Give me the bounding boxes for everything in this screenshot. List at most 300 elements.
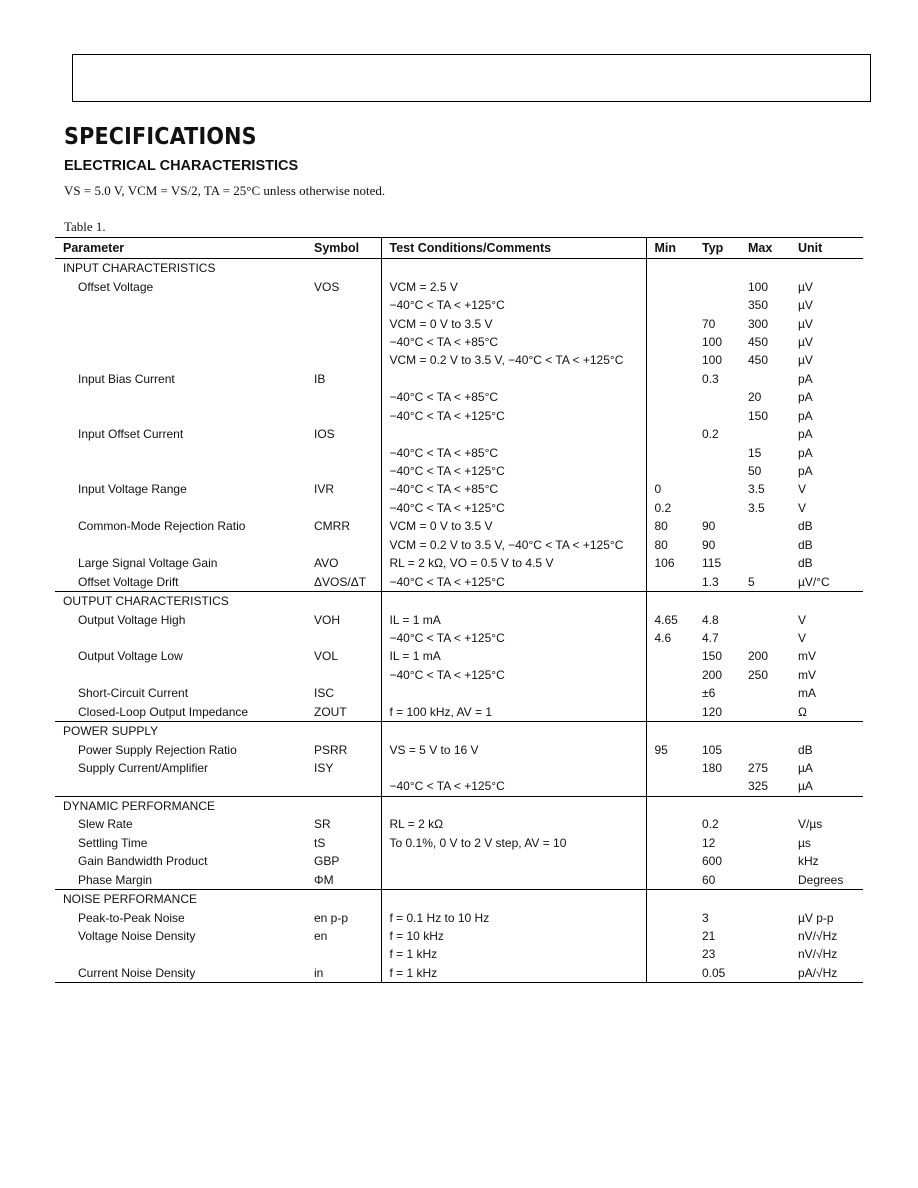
- cell-symbol: [306, 945, 381, 963]
- cell-min: [646, 964, 694, 983]
- cell-typ: [694, 591, 740, 610]
- cell-test-conditions: [381, 684, 646, 702]
- cell-test-conditions: [381, 870, 646, 889]
- col-header-max: Max: [740, 238, 790, 259]
- cell-max: [740, 740, 790, 758]
- cell-min: [646, 796, 694, 815]
- cell-typ: 23: [702, 947, 716, 962]
- table-row: [55, 554, 863, 572]
- cell-parameter: [55, 388, 306, 406]
- cell-min: 4.65: [646, 610, 694, 628]
- cell-unit: dB: [798, 537, 813, 552]
- col-header-parameter: Parameter: [55, 238, 306, 259]
- cell-symbol: [306, 889, 381, 908]
- cell-max: 50: [748, 464, 762, 479]
- cell-parameter: Supply Current/Amplifier: [78, 761, 209, 776]
- cell-test-conditions: −40°C < TA < +85°C: [381, 388, 646, 406]
- cell-unit: V: [798, 500, 807, 515]
- cell-parameter: [55, 443, 306, 461]
- cell-min: [646, 647, 694, 665]
- cell-max: [740, 629, 790, 647]
- cell-unit: µV: [798, 316, 813, 331]
- table-row: [55, 684, 863, 702]
- cell-max: [740, 721, 790, 740]
- cell-symbol: [306, 351, 381, 369]
- cell-min: [646, 351, 694, 369]
- table-row: [55, 370, 863, 388]
- cell-symbol: [306, 314, 381, 332]
- cell-test-conditions: VCM = 0 V to 3.5 V: [381, 517, 646, 535]
- cell-test-conditions: [381, 259, 646, 278]
- cell-max: [740, 870, 790, 889]
- table-section-row: [55, 721, 863, 740]
- cell-min: [646, 852, 694, 870]
- cell-test-conditions: IL = 1 mA: [381, 647, 646, 665]
- cell-min: [646, 889, 694, 908]
- cell-symbol: AVO: [314, 556, 339, 571]
- cell-max: [740, 536, 790, 554]
- cell-symbol: VOL: [314, 649, 339, 664]
- table-row: [55, 536, 863, 554]
- cell-test-conditions: f = 10 kHz: [381, 927, 646, 945]
- cell-typ: 100: [702, 334, 723, 349]
- cell-max: [740, 796, 790, 815]
- cell-parameter: Offset Voltage: [78, 279, 154, 294]
- cell-test-conditions: VCM = 0.2 V to 3.5 V, −40°C < TA < +125°C: [381, 351, 646, 369]
- cell-unit: µV: [798, 353, 813, 368]
- cell-typ: [694, 259, 740, 278]
- cell-symbol: [306, 591, 381, 610]
- cell-unit: [790, 259, 863, 278]
- cell-min: [646, 388, 694, 406]
- cell-symbol: IOS: [314, 427, 335, 442]
- cell-unit: µV: [798, 279, 813, 294]
- table-row: [55, 908, 863, 926]
- cell-parameter: Input Voltage Range: [78, 482, 187, 497]
- table-row: [55, 572, 863, 591]
- cell-parameter: [55, 666, 306, 684]
- cell-parameter: Voltage Noise Density: [78, 928, 196, 943]
- cell-parameter: [55, 629, 306, 647]
- table-row: [55, 499, 863, 517]
- cell-parameter: Gain Bandwidth Product: [78, 854, 208, 869]
- col-header-typ: Typ: [694, 238, 740, 259]
- header-box: [72, 54, 871, 102]
- cell-unit: µs: [798, 835, 811, 850]
- cell-symbol: en: [314, 928, 328, 943]
- table-row: [55, 703, 863, 722]
- cell-symbol: [306, 333, 381, 351]
- cell-parameter: Slew Rate: [78, 817, 133, 832]
- cell-min: [646, 721, 694, 740]
- cell-symbol: [306, 777, 381, 796]
- cell-min: [646, 370, 694, 388]
- cell-max: 150: [748, 408, 769, 423]
- cell-parameter: [55, 351, 306, 369]
- cell-symbol: [306, 499, 381, 517]
- cell-parameter: [55, 536, 306, 554]
- cell-min: [646, 425, 694, 443]
- cell-max: [740, 927, 790, 945]
- cell-min: [646, 314, 694, 332]
- cell-typ: 90: [702, 519, 716, 534]
- table-row: [55, 314, 863, 332]
- col-header-min: Min: [646, 238, 694, 259]
- cell-max: 300: [748, 316, 769, 331]
- cell-test-conditions: f = 100 kHz, AV = 1: [381, 703, 646, 722]
- cell-max: 450: [748, 353, 769, 368]
- table-row: [55, 443, 863, 461]
- cell-parameter: Input Offset Current: [78, 427, 184, 442]
- cell-unit: Ω: [798, 704, 807, 719]
- cell-test-conditions: f = 0.1 Hz to 10 Hz: [381, 908, 646, 926]
- table-section-row: [55, 259, 863, 278]
- table-row: [55, 927, 863, 945]
- cell-typ: 105: [702, 742, 723, 757]
- cell-min: 0.2: [646, 499, 694, 517]
- cell-parameter: [55, 407, 306, 425]
- cell-symbol: CMRR: [314, 519, 350, 534]
- cell-parameter: Settling Time: [78, 835, 148, 850]
- cell-unit: µV: [798, 334, 813, 349]
- cell-symbol: GBP: [314, 854, 340, 869]
- cell-max: 3.5: [748, 482, 765, 497]
- cell-max: 450: [748, 334, 769, 349]
- cell-parameter: [55, 777, 306, 796]
- table-row: [55, 462, 863, 480]
- cell-test-conditions: IL = 1 mA: [381, 610, 646, 628]
- cell-min: 80: [646, 536, 694, 554]
- cell-test-conditions: VCM = 2.5 V: [381, 277, 646, 295]
- table-caption: Table 1.: [64, 219, 106, 234]
- cell-min: 4.6: [646, 629, 694, 647]
- cell-unit: V: [798, 482, 807, 497]
- cell-unit: dB: [798, 556, 813, 571]
- cell-typ: 90: [702, 537, 716, 552]
- cell-test-conditions: −40°C < TA < +85°C: [381, 480, 646, 498]
- cell-max: 325: [748, 779, 769, 794]
- cell-test-conditions: −40°C < TA < +85°C: [381, 333, 646, 351]
- cell-symbol: ZOUT: [314, 704, 347, 719]
- cell-min: [646, 815, 694, 833]
- cell-test-conditions: [381, 759, 646, 777]
- cell-typ: [694, 407, 740, 425]
- cell-unit: [790, 721, 863, 740]
- cell-unit: V: [798, 630, 807, 645]
- cell-min: [646, 759, 694, 777]
- cell-test-conditions: [381, 796, 646, 815]
- cell-typ: 1.3: [702, 574, 719, 589]
- test-conditions-note: VS = 5.0 V, VCM = VS/2, TA = 25°C unless otherwise noted.: [64, 183, 386, 198]
- cell-typ: 0.2: [702, 817, 719, 832]
- cell-unit: nV/√Hz: [798, 928, 838, 943]
- cell-parameter: DYNAMIC PERFORMANCE: [55, 796, 306, 815]
- col-header-symbol: Symbol: [306, 238, 381, 259]
- cell-max: [740, 945, 790, 963]
- cell-parameter: Phase Margin: [78, 872, 153, 887]
- cell-symbol: [306, 796, 381, 815]
- cell-symbol: [306, 443, 381, 461]
- cell-max: [740, 703, 790, 722]
- cell-unit: mV: [798, 667, 816, 682]
- cell-symbol: IVR: [314, 482, 335, 497]
- cell-max: [740, 370, 790, 388]
- cell-test-conditions: [381, 721, 646, 740]
- cell-min: 95: [646, 740, 694, 758]
- cell-test-conditions: RL = 2 kΩ, VO = 0.5 V to 4.5 V: [381, 554, 646, 572]
- cell-typ: [694, 296, 740, 314]
- cell-symbol: [306, 259, 381, 278]
- cell-symbol: in: [306, 964, 381, 983]
- table-row: [55, 815, 863, 833]
- cell-max: 100: [748, 279, 769, 294]
- cell-max: [740, 684, 790, 702]
- cell-symbol: IB: [314, 371, 326, 386]
- cell-parameter: Input Bias Current: [78, 371, 175, 386]
- cell-test-conditions: −40°C < TA < +85°C: [381, 443, 646, 461]
- table-section-row: [55, 889, 863, 908]
- cell-typ: 3: [702, 910, 709, 925]
- cell-typ: 115: [702, 556, 722, 571]
- table-row: [55, 964, 863, 983]
- cell-parameter: Peak-to-Peak Noise: [78, 910, 185, 925]
- cell-test-conditions: VS = 5 V to 16 V: [381, 740, 646, 758]
- table-row: [55, 870, 863, 889]
- table-row: [55, 852, 863, 870]
- cell-parameter: [55, 296, 306, 314]
- cell-symbol: [306, 296, 381, 314]
- cell-max: [740, 834, 790, 852]
- cell-unit: pA: [798, 408, 813, 423]
- cell-typ: [694, 480, 740, 498]
- cell-unit: Degrees: [798, 872, 844, 887]
- cell-unit: µV/°C: [798, 574, 830, 589]
- cell-parameter: Closed-Loop Output Impedance: [78, 704, 249, 719]
- cell-unit: µV p-p: [798, 910, 834, 925]
- table-row: [55, 834, 863, 852]
- cell-symbol: VOS: [314, 279, 340, 294]
- cell-unit: mV: [798, 649, 816, 664]
- cell-parameter: OUTPUT CHARACTERISTICS: [55, 591, 306, 610]
- cell-test-conditions: f = 1 kHz: [381, 945, 646, 963]
- cell-min: [646, 259, 694, 278]
- cell-typ: ±6: [702, 686, 716, 701]
- cell-symbol: [306, 666, 381, 684]
- cell-typ: 0.2: [702, 427, 719, 442]
- cell-unit: nV/√Hz: [798, 947, 838, 962]
- cell-typ: 60: [702, 872, 716, 887]
- cell-typ: [694, 443, 740, 461]
- cell-symbol: ΦM: [314, 872, 334, 887]
- cell-test-conditions: −40°C < TA < +125°C: [381, 499, 646, 517]
- cell-parameter: [55, 945, 306, 963]
- cell-typ: 600: [702, 854, 723, 869]
- cell-typ: 21: [702, 928, 716, 943]
- cell-symbol: en p-p: [314, 910, 349, 925]
- table-row: [55, 277, 863, 295]
- cell-min: [646, 591, 694, 610]
- section-subtitle: ELECTRICAL CHARACTERISTICS: [64, 158, 299, 174]
- col-header-unit: Unit: [790, 238, 863, 259]
- cell-symbol: VOH: [314, 612, 341, 627]
- cell-min: [646, 684, 694, 702]
- cell-typ: 180: [702, 761, 723, 776]
- cell-unit: [790, 889, 863, 908]
- table-row: [55, 740, 863, 758]
- cell-unit: pA: [798, 445, 813, 460]
- col-header-test-conditions: Test Conditions/Comments: [381, 238, 646, 259]
- cell-parameter: Offset Voltage Drift: [78, 574, 179, 589]
- cell-typ: 200: [702, 667, 723, 682]
- cell-min: [646, 277, 694, 295]
- cell-max: [740, 610, 790, 628]
- cell-unit: kHz: [798, 854, 819, 869]
- cell-max: 200: [748, 649, 769, 664]
- cell-min: [646, 870, 694, 889]
- cell-min: [646, 703, 694, 722]
- cell-symbol: [306, 407, 381, 425]
- cell-typ: 0.3: [702, 371, 719, 386]
- cell-unit: µA: [798, 761, 813, 776]
- cell-typ: 150: [702, 649, 723, 664]
- cell-max: [740, 259, 790, 278]
- cell-max: 250: [748, 667, 769, 682]
- cell-typ: [694, 721, 740, 740]
- cell-max: 15: [748, 445, 762, 460]
- cell-min: [646, 834, 694, 852]
- cell-symbol: [306, 721, 381, 740]
- cell-min: 80: [646, 517, 694, 535]
- cell-unit: mA: [798, 686, 816, 701]
- cell-min: 0: [646, 480, 694, 498]
- cell-min: [646, 407, 694, 425]
- cell-test-conditions: VCM = 0 V to 3.5 V: [381, 314, 646, 332]
- table-row: [55, 759, 863, 777]
- table-row: [55, 777, 863, 796]
- cell-min: [646, 296, 694, 314]
- table-row: [55, 425, 863, 443]
- cell-min: [646, 927, 694, 945]
- cell-test-conditions: [381, 591, 646, 610]
- table-row: [55, 517, 863, 535]
- cell-test-conditions: f = 1 kHz: [381, 964, 646, 983]
- table-header-row: [55, 238, 863, 259]
- cell-symbol: tS: [314, 835, 326, 850]
- table-row: [55, 666, 863, 684]
- cell-test-conditions: RL = 2 kΩ: [381, 815, 646, 833]
- cell-unit: µA: [798, 779, 813, 794]
- cell-parameter: [55, 314, 306, 332]
- cell-parameter: Short-Circuit Current: [78, 686, 189, 701]
- cell-max: [740, 889, 790, 908]
- cell-test-conditions: −40°C < TA < +125°C: [381, 296, 646, 314]
- cell-typ: [694, 889, 740, 908]
- table-row: [55, 388, 863, 406]
- cell-test-conditions: −40°C < TA < +125°C: [381, 407, 646, 425]
- cell-min: [646, 666, 694, 684]
- cell-test-conditions: [381, 852, 646, 870]
- cell-typ: [694, 462, 740, 480]
- cell-test-conditions: [381, 425, 646, 443]
- cell-parameter: INPUT CHARACTERISTICS: [63, 261, 216, 276]
- cell-unit: [790, 796, 863, 815]
- cell-min: [646, 572, 694, 591]
- cell-max: [740, 591, 790, 610]
- cell-symbol: [306, 536, 381, 554]
- cell-typ: [694, 796, 740, 815]
- cell-test-conditions: −40°C < TA < +125°C: [381, 666, 646, 684]
- cell-test-conditions: −40°C < TA < +125°C: [381, 462, 646, 480]
- cell-max: 20: [748, 390, 762, 405]
- cell-max: 3.5: [748, 500, 765, 515]
- table-row: [55, 610, 863, 628]
- table-section-row: [55, 591, 863, 610]
- cell-unit: pA: [798, 371, 813, 386]
- cell-typ: 0.05: [694, 964, 740, 983]
- cell-parameter: Output Voltage Low: [78, 649, 183, 664]
- cell-unit: dB: [798, 519, 813, 534]
- cell-max: [740, 425, 790, 443]
- cell-min: [646, 333, 694, 351]
- table-row: [55, 351, 863, 369]
- cell-max: [740, 964, 790, 983]
- page-title: SPECIFICATIONS: [64, 124, 257, 150]
- cell-typ: 70: [702, 316, 716, 331]
- cell-symbol: ISC: [314, 686, 335, 701]
- cell-symbol: ISY: [314, 761, 334, 776]
- cell-typ: 4.7: [702, 630, 719, 645]
- cell-max: [740, 908, 790, 926]
- cell-max: [740, 517, 790, 535]
- cell-unit: pA: [798, 427, 813, 442]
- cell-typ: [694, 277, 740, 295]
- cell-unit: µV: [798, 298, 813, 313]
- table-section-row: [55, 796, 863, 815]
- cell-typ: [694, 388, 740, 406]
- cell-test-conditions: −40°C < TA < +125°C: [381, 777, 646, 796]
- cell-min: 106: [646, 554, 694, 572]
- cell-max: [740, 554, 790, 572]
- cell-symbol: PSRR: [314, 742, 348, 757]
- cell-typ: 100: [702, 353, 723, 368]
- cell-min: [646, 443, 694, 461]
- cell-unit: V: [798, 612, 807, 627]
- cell-max: 350: [748, 298, 769, 313]
- cell-max: [740, 815, 790, 833]
- cell-typ: 4.8: [702, 612, 719, 627]
- cell-symbol: [306, 388, 381, 406]
- cell-max: 275: [748, 761, 769, 776]
- specifications-table: [55, 237, 863, 983]
- table-row: [55, 407, 863, 425]
- table-row: [55, 945, 863, 963]
- cell-unit: pA: [798, 464, 813, 479]
- cell-symbol: [306, 629, 381, 647]
- cell-parameter: [55, 462, 306, 480]
- table-row: [55, 629, 863, 647]
- cell-symbol: [306, 462, 381, 480]
- cell-parameter: Power Supply Rejection Ratio: [78, 742, 237, 757]
- cell-unit: [790, 591, 863, 610]
- cell-typ: [694, 777, 740, 796]
- cell-unit: V/µs: [798, 817, 823, 832]
- cell-typ: 12: [702, 835, 716, 850]
- cell-test-conditions: [381, 889, 646, 908]
- cell-symbol: SR: [314, 817, 331, 832]
- table-row: [55, 480, 863, 498]
- cell-min: [646, 462, 694, 480]
- cell-test-conditions: −40°C < TA < +125°C: [381, 629, 646, 647]
